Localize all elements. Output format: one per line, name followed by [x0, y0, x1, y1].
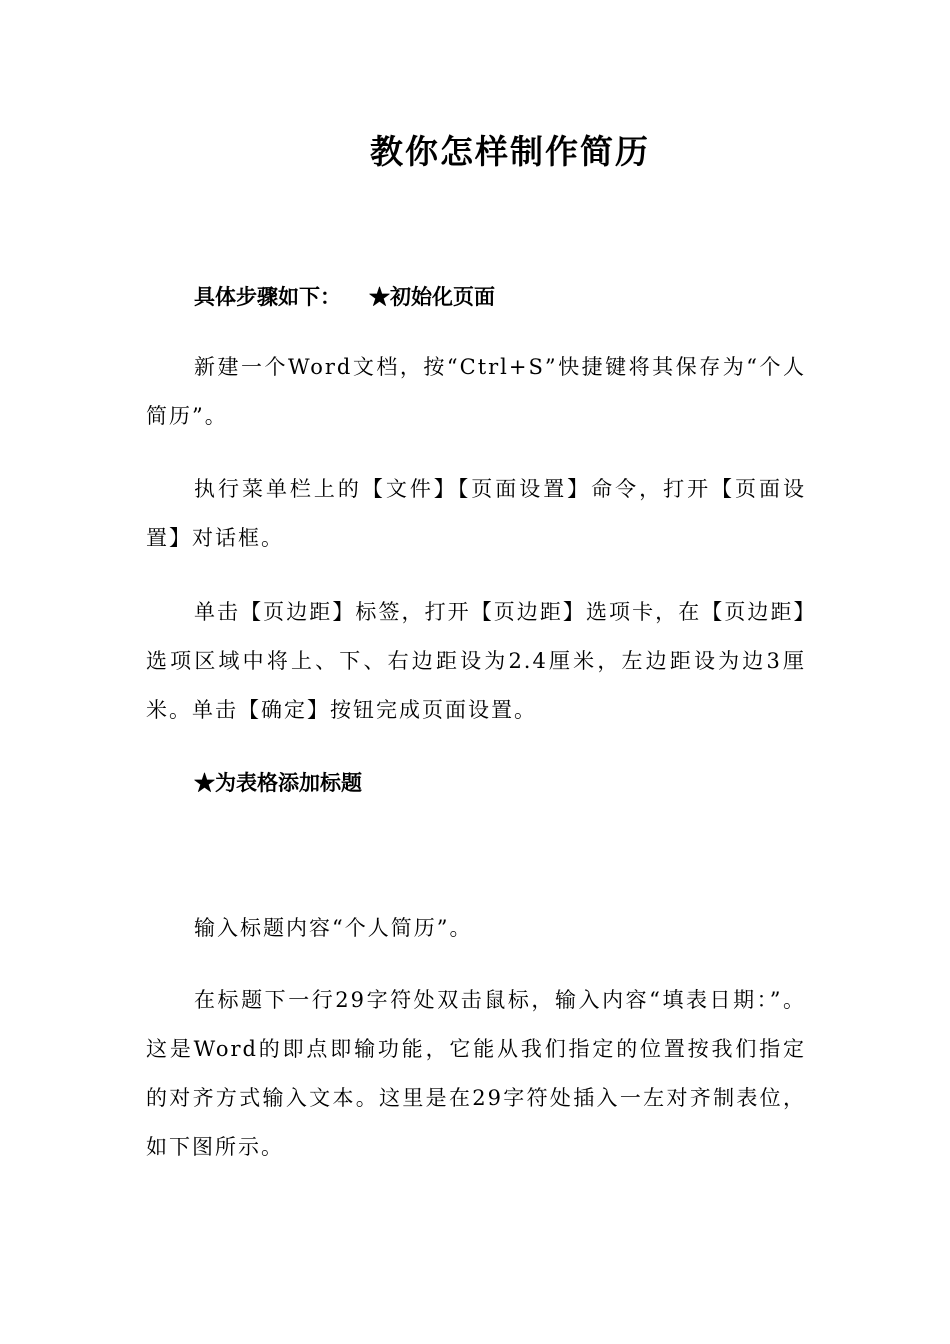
- document-title: 教你怎样制作简历: [370, 132, 650, 171]
- paragraph-new-document: 新建一个Word文档，按“Ctrl+S”快捷键将其保存为“个人简历”。: [146, 355, 806, 428]
- paragraph-enter-title: 输入标题内容“个人简历”。: [194, 916, 473, 940]
- paragraph-margins: 单击【页边距】标签，打开【页边距】选项卡，在【页边距】选项区域中将上、下、右边距设为2.4厘米，左边距设为边3厘米。单击【确定】按钮完成页面设置。: [146, 600, 806, 722]
- paragraph-page-setup: 执行菜单栏上的【文件】【页面设置】命令，打开【页面设置】对话框。: [146, 477, 806, 550]
- steps-intro: 具体步骤如下：: [194, 284, 341, 309]
- section-heading-init-page: ★初始化页面: [369, 284, 495, 309]
- paragraph-click-and-type: 在标题下一行29字符处双击鼠标，输入内容“填表日期：”。这是Word的即点即输功能，它能从我们指定的位置按我们指定的对齐方式输入文本。这里是在29字符处插入一左对齐制表位，如下图所示。: [146, 988, 806, 1159]
- section-heading-table-title: ★为表格添加标题: [194, 770, 362, 795]
- steps-heading-line: [194, 282, 495, 312]
